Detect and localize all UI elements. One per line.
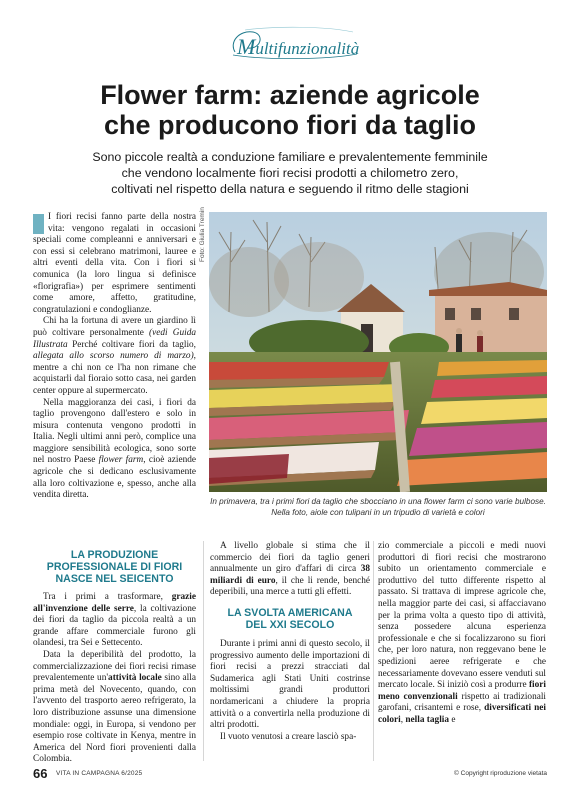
column-divider — [373, 541, 374, 761]
paragraph-global: A livello globale si stima che il commercio dei fiori da taglio generi annualmente un giro d'affari di circa 38 miliardi di euro, il che li rende, benché deperibili, una merce a tutti gli effetti. — [210, 541, 370, 598]
article-title — [0, 80, 580, 140]
subtitle-line-1: Sono piccole realtà a conduzione familiare e prevalentemente femminile — [92, 150, 488, 164]
copyright-notice: © Copyright riproduzione vietata — [454, 770, 547, 777]
paragraph-new-producers: zio commerciale a piccoli e medi nuovi produttori di fiori recisi che mostrarono subito un orientamento commerciale e produttivo del tutto differente rispetto al passato. Si trattava di imprese agricole che, nella maggior parte dei casi, si affacciavano per la prima volta a questo tipo di attività, senza possedere alcuna esperienza professionale e che si focalizzarono su fiori che, per loro natura, non reggevano bene le spedizioni aeree refrigerate e che necessariamente dovevano essere venduti sul mercato locale. Si iniziò così a produrre fiori meno convenzionali rispetto ai tradizionali garofani, crisantemi e rose, diversificati nei colori, nella taglia e — [378, 541, 547, 725]
magazine-issue: VITA IN CAMPAGNA 6/2025 — [56, 770, 143, 777]
paragraph-import: Nella maggioranza dei casi, i fiori da taglio provengono dall'estero e solo in misura contenuta vengono prodotti in Italia. Negli ultimi anni però, complice una maggiore sensibilità ecologica, sono sorte nel nostro Paese flower farm, cioè aziende agricole che si dedicano esclusivamente alla loro coltivazione e, spesso, anche alla vendita diretta. — [33, 397, 196, 501]
paragraph-dutch: Tra i primi a trasformare, grazie all'invenzione delle serre, la coltivazione dei fiori da taglio da piccola realtà a un grande affare commerciale furono gli olandesi, tra Sei e Settecento. — [33, 592, 196, 649]
photo-credit: Foto: Giulia Tremin — [199, 207, 206, 262]
paragraph-garden: Chi ha la fortuna di avere un giardino lì può coltivare personalmente (vedi Guida Illustrata Perché coltivare fiori da taglio, allegata allo scorso numero di marzo), mentre a chi non ce l'ha non rimane che acquistarli dal fioraio sotto casa, nei garden center oppure al supermercato. — [33, 316, 196, 396]
dropcap-letter: I — [48, 212, 52, 222]
caption-line-2: Nella foto, aiole con tulipani in un tripudio di varietà e colori — [271, 507, 485, 517]
column-3 — [378, 541, 546, 727]
subtitle-line-3: coltivati nel rispetto della natura e seguendo il ritmo delle stagioni — [111, 182, 469, 196]
dropcap-bar — [33, 214, 44, 234]
paragraph-local: Data la deperibilità del prodotto, la commercializzazione dei fiori recisi rimase prevalentemente un'attività locale sino alla prima metà del Novecento, quando, con l'avvento del trasporto aereo refrigerato, la loro distribuzione assunse una dimensione mondiale: oggi, in Europa, si vendono per esempio rose coltivate in Kenya, mentre in America del Nord fiori provenienti dalla Colombia. — [33, 649, 196, 765]
section-label: Multifunzionalità — [237, 34, 360, 59]
flower-farm-photo — [209, 212, 547, 492]
column-1-bottom — [33, 549, 196, 766]
paragraph-intro — [33, 212, 196, 316]
paragraph-void: Il vuoto venutosi a creare lasciò spa- — [220, 731, 357, 742]
photo-caption — [209, 497, 547, 518]
column-divider — [203, 541, 204, 761]
section-tag — [225, 24, 365, 64]
subtitle-line-2: che vendono localmente fiori recisi prodotti a chilometro zero, — [121, 166, 459, 180]
column-1-top — [33, 212, 196, 502]
column-2 — [210, 541, 370, 743]
title-line-1: Flower farm: aziende agricole — [100, 80, 480, 110]
subhead-american: LA SVOLTA AMERICANA DEL XXI SECOLO — [227, 606, 353, 631]
title-line-2: che producono fiori da taglio — [103, 110, 476, 140]
paragraph-century: Durante i primi anni di questo secolo, il progressivo aumento delle importazioni di fiori recisi a prezzi stracciati dal Sudamerica agli Stati Uniti costrinse moltissimi grandi produttori nordamericani a chiudere la propria attività o a convertirla nella produzione di altri prodotti. — [210, 638, 370, 731]
article-subtitle — [60, 149, 520, 197]
page-number: 66 — [33, 766, 48, 781]
paragraph-text: fiori recisi fanno parte della nostra vita: vengono regalati in occasioni speciali come compleanni e anniversari e con essi si celebrano matrimoni, lauree e altri eventi della vita. Con i fiori si comunica (la loro lingua si definisce «florigrafia») per esprimere sentimenti come amore, affetto, gratitudine, congratulazioni e condoglianze. — [33, 212, 196, 315]
subhead-production: LA PRODUZIONE PROFESSIONALE DI FIORI NASCE NEL SEICENTO — [46, 549, 183, 585]
photo-illustration — [209, 212, 547, 492]
caption-line-1: In primavera, tra i primi fiori da taglio che sbocciano in una flower farm ci sono varie bulbose. — [210, 497, 546, 506]
